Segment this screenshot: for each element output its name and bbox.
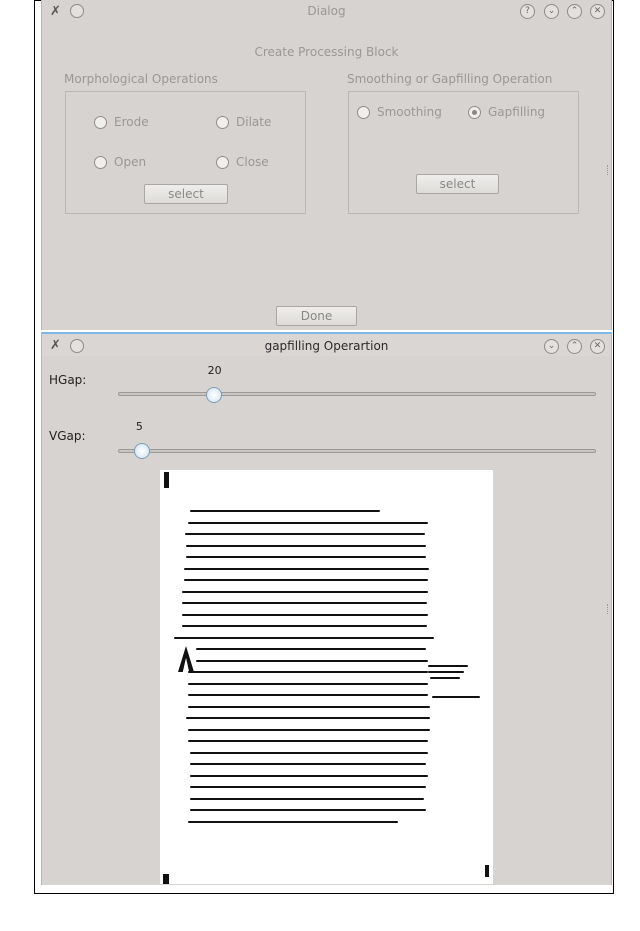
text-line — [174, 637, 434, 639]
minimize-icon[interactable]: ⌄ — [544, 339, 559, 354]
text-line — [186, 545, 426, 547]
radio-circle-selected — [468, 106, 481, 119]
edge-mark — [164, 472, 169, 488]
hgap-label: HGap: — [49, 373, 87, 387]
minimize-icon[interactable]: ⌄ — [544, 4, 559, 19]
maximize-icon[interactable]: ⌃ — [567, 4, 582, 19]
margin-note — [428, 665, 468, 667]
text-line — [188, 683, 428, 685]
vgap-value: 5 — [135, 420, 143, 433]
text-line — [188, 729, 430, 731]
smooth-group-label: Smoothing or Gapfilling Operation — [347, 72, 553, 86]
radio-label: Dilate — [236, 115, 272, 129]
edge-mark — [485, 865, 489, 877]
text-line — [182, 614, 428, 616]
vgap-slider-track[interactable] — [118, 449, 596, 453]
gap-titlebar[interactable] — [42, 332, 611, 356]
radio-circle — [94, 116, 107, 129]
radio-circle — [216, 116, 229, 129]
hgap-slider-track[interactable] — [118, 392, 596, 396]
radio-gapfilling[interactable] — [468, 105, 545, 119]
radio-circle — [94, 156, 107, 169]
radio-dilate[interactable] — [216, 115, 271, 129]
text-line — [196, 660, 428, 662]
text-line — [188, 522, 428, 524]
app-icon: ✗ — [50, 4, 61, 19]
text-line — [188, 671, 428, 673]
morph-select-button[interactable]: select — [144, 184, 228, 204]
vgap-slider-handle[interactable] — [134, 443, 150, 459]
text-line — [196, 648, 426, 650]
text-line — [182, 591, 428, 593]
text-line — [184, 579, 428, 581]
hgap-slider-handle[interactable] — [206, 387, 222, 403]
text-line — [190, 763, 426, 765]
edge-mark — [163, 874, 169, 884]
margin-note — [430, 677, 460, 679]
text-line — [182, 625, 427, 627]
radio-circle — [357, 106, 370, 119]
dialog-titlebar[interactable] — [42, 0, 611, 22]
radio-label: Open — [114, 155, 147, 169]
dialog-title: Dialog — [307, 4, 346, 18]
text-line — [190, 786, 426, 788]
text-line — [188, 821, 398, 823]
text-line — [188, 694, 428, 696]
manuscript-image — [160, 470, 493, 884]
text-line — [182, 602, 427, 604]
text-line — [188, 706, 430, 708]
text-line — [190, 809, 426, 811]
margin-note — [432, 696, 480, 698]
text-line — [186, 556, 426, 558]
radio-open[interactable] — [94, 155, 146, 169]
text-line — [190, 775, 428, 777]
text-line — [190, 510, 380, 512]
maximize-icon[interactable]: ⌃ — [567, 339, 582, 354]
gap-title: gapfilling Operartion — [264, 339, 389, 353]
radio-label: Gapfilling — [488, 105, 546, 119]
smooth-select-button[interactable]: select — [416, 174, 499, 194]
done-button[interactable]: Done — [276, 306, 357, 326]
text-line — [184, 568, 429, 570]
gapfilling-window — [41, 332, 612, 885]
text-line — [190, 752, 428, 754]
resize-grip[interactable] — [607, 604, 609, 614]
hgap-value: 20 — [207, 364, 222, 377]
radio-close[interactable] — [216, 155, 269, 169]
radio-label: Smoothing — [377, 105, 442, 119]
radio-label: Erode — [114, 115, 149, 129]
text-line — [188, 740, 428, 742]
text-line — [190, 798, 424, 800]
vgap-label: VGap: — [49, 429, 86, 443]
margin-note — [428, 671, 464, 673]
text-line — [185, 533, 425, 535]
app-icon: ✗ — [50, 338, 61, 353]
help-icon[interactable]: ? — [520, 4, 535, 19]
text-line — [186, 717, 430, 719]
radio-smoothing[interactable] — [357, 105, 442, 119]
radio-erode[interactable] — [94, 115, 149, 129]
initial-letter — [178, 646, 194, 672]
morph-group-label: Morphological Operations — [64, 72, 218, 86]
dialog-window — [41, 0, 612, 330]
dialog-heading: Create Processing Block — [254, 45, 399, 59]
resize-grip[interactable] — [607, 165, 609, 175]
radio-label: Close — [236, 155, 269, 169]
close-icon[interactable]: ✕ — [590, 339, 605, 354]
radio-circle — [216, 156, 229, 169]
close-icon[interactable]: ✕ — [590, 4, 605, 19]
